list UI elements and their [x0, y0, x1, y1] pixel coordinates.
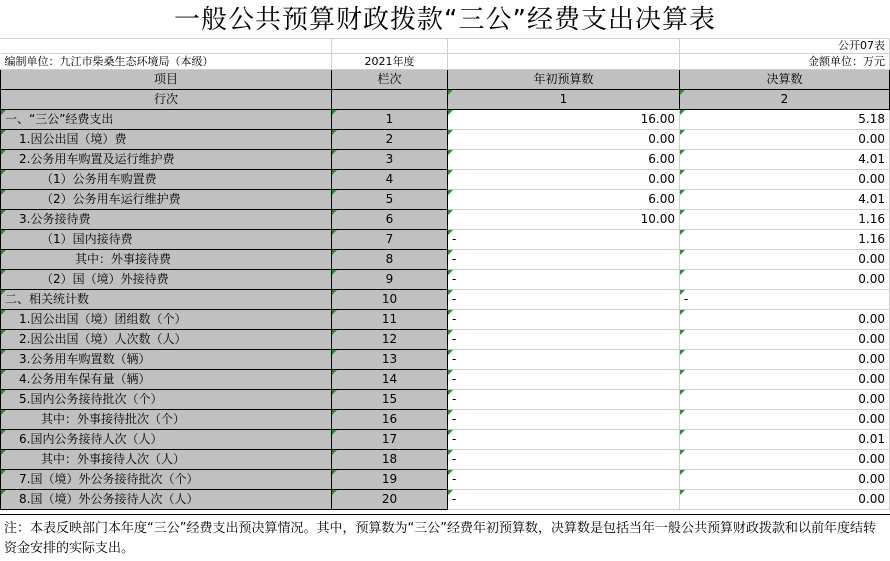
row-budget-value: - [448, 430, 680, 450]
row-final-value: 1.16 [680, 210, 890, 230]
row-item-name: 2.因公出国（境）人次数（人） [1, 330, 332, 350]
row-number: 16 [332, 410, 448, 430]
row-budget-value: - [448, 450, 680, 470]
table-row [1, 250, 890, 270]
header-row-no: 行次 [1, 90, 332, 110]
row-budget-value: - [448, 250, 680, 270]
row-budget-value: - [448, 390, 680, 410]
row-item-name: 其中：外事接待批次（个） [1, 410, 332, 430]
row-budget-value: 0.00 [448, 130, 680, 150]
row-number: 1 [332, 110, 448, 130]
header-row [1, 70, 890, 90]
row-number: 18 [332, 450, 448, 470]
row-budget-value: 6.00 [448, 190, 680, 210]
row-final-value: 0.00 [680, 450, 890, 470]
row-number: 9 [332, 270, 448, 290]
table-row [1, 190, 890, 210]
table-number-row [1, 38, 890, 54]
row-number: 15 [332, 390, 448, 410]
amount-unit: 金额单位：万元 [680, 54, 890, 70]
row-budget-value: - [448, 410, 680, 430]
row-item-name: （2）国（境）外接待费 [1, 270, 332, 290]
table-row [1, 150, 890, 170]
row-item-name: 二、相关统计数 [1, 290, 332, 310]
row-budget-value: 0.00 [448, 170, 680, 190]
org-info-row [1, 54, 890, 70]
table-row [1, 350, 890, 370]
row-number: 7 [332, 230, 448, 250]
row-number: 20 [332, 490, 448, 510]
table-row [1, 450, 890, 470]
row-budget-value: - [448, 230, 680, 250]
row-number: 3 [332, 150, 448, 170]
table-row [1, 210, 890, 230]
header-index-row [1, 90, 890, 110]
row-budget-value: - [448, 350, 680, 370]
row-budget-value: - [448, 490, 680, 510]
table-row [1, 330, 890, 350]
row-item-name: 8.国（境）外公务接待人次（人） [1, 490, 332, 510]
table-row [1, 310, 890, 330]
row-number: 10 [332, 290, 448, 310]
report-title: 一般公共预算财政拨款“三公”经费支出决算表 [0, 0, 890, 39]
row-final-value: 0.00 [680, 370, 890, 390]
header-budget-index: 1 [448, 90, 680, 110]
row-budget-value: - [448, 370, 680, 390]
table-row [1, 290, 890, 310]
table-row [1, 170, 890, 190]
row-item-name: 3.公务用车购置数（辆） [1, 350, 332, 370]
row-budget-value: 10.00 [448, 210, 680, 230]
row-budget-value: 16.00 [448, 110, 680, 130]
footnote: 注：本表反映部门本年度“三公”经费支出预决算情况。其中，预算数为“三公”经费年初预算数，决算数是包括当年一般公共预算财政拨款和以前年度结转资金安排的实际支出。 [0, 514, 890, 559]
row-budget-value: - [448, 470, 680, 490]
row-budget-value: 6.00 [448, 150, 680, 170]
row-budget-value: - [448, 290, 680, 310]
row-final-value: 0.00 [680, 270, 890, 290]
row-item-name: （1）公务用车购置费 [1, 170, 332, 190]
table-row [1, 410, 890, 430]
row-number: 4 [332, 170, 448, 190]
row-item-name: 1.因公出国（境）团组数（个） [1, 310, 332, 330]
row-final-value: 0.00 [680, 390, 890, 410]
header-final-index: 2 [680, 90, 890, 110]
table-row [1, 390, 890, 410]
row-item-name: 3.公务接待费 [1, 210, 332, 230]
table-row [1, 370, 890, 390]
header-col-no: 栏次 [332, 70, 448, 90]
row-item-name: （2）公务用车运行维护费 [1, 190, 332, 210]
report-year: 2021年度 [332, 54, 448, 70]
row-final-value: 0.00 [680, 470, 890, 490]
row-final-value: 4.01 [680, 190, 890, 210]
row-number: 8 [332, 250, 448, 270]
row-number: 5 [332, 190, 448, 210]
table-row [1, 110, 890, 130]
row-budget-value: - [448, 270, 680, 290]
table-row [1, 470, 890, 490]
row-number: 6 [332, 210, 448, 230]
row-budget-value: - [448, 310, 680, 330]
row-number: 17 [332, 430, 448, 450]
row-final-value: 5.18 [680, 110, 890, 130]
row-final-value: 4.01 [680, 150, 890, 170]
row-final-value: - [680, 290, 890, 310]
row-final-value: 0.00 [680, 490, 890, 510]
row-item-name: 6.国内公务接待人次（人） [1, 430, 332, 450]
row-item-name: 4.公务用车保有量（辆） [1, 370, 332, 390]
row-item-name: 其中：外事接待人次（人） [1, 450, 332, 470]
row-final-value: 0.00 [680, 410, 890, 430]
table-row [1, 130, 890, 150]
table-row [1, 490, 890, 510]
header-item: 项目 [1, 70, 332, 90]
row-item-name: （1）国内接待费 [1, 230, 332, 250]
row-number: 12 [332, 330, 448, 350]
row-item-name: 一、“三公”经费支出 [1, 110, 332, 130]
org-label: 编制单位：九江市柴桑生态环境局（本级） [1, 54, 332, 70]
row-final-value: 0.00 [680, 170, 890, 190]
row-final-value: 0.00 [680, 130, 890, 150]
row-final-value: 0.00 [680, 310, 890, 330]
header-budget: 年初预算数 [448, 70, 680, 90]
table-row [1, 430, 890, 450]
row-final-value: 0.01 [680, 430, 890, 450]
row-item-name: 2.公务用车购置及运行维护费 [1, 150, 332, 170]
row-budget-value: - [448, 330, 680, 350]
table-row [1, 230, 890, 250]
row-number: 14 [332, 370, 448, 390]
row-number: 13 [332, 350, 448, 370]
row-final-value: 1.16 [680, 230, 890, 250]
expense-table [0, 38, 890, 510]
row-item-name: 其中：外事接待费 [1, 250, 332, 270]
header-final: 决算数 [680, 70, 890, 90]
table-number: 公开07表 [680, 38, 890, 54]
row-number: 19 [332, 470, 448, 490]
row-number: 2 [332, 130, 448, 150]
row-final-value: 0.00 [680, 350, 890, 370]
row-final-value: 0.00 [680, 250, 890, 270]
row-item-name: 1.因公出国（境）费 [1, 130, 332, 150]
row-item-name: 5.国内公务接待批次（个） [1, 390, 332, 410]
row-number: 11 [332, 310, 448, 330]
row-item-name: 7.国（境）外公务接待批次（个） [1, 470, 332, 490]
row-final-value: 0.00 [680, 330, 890, 350]
table-row [1, 270, 890, 290]
